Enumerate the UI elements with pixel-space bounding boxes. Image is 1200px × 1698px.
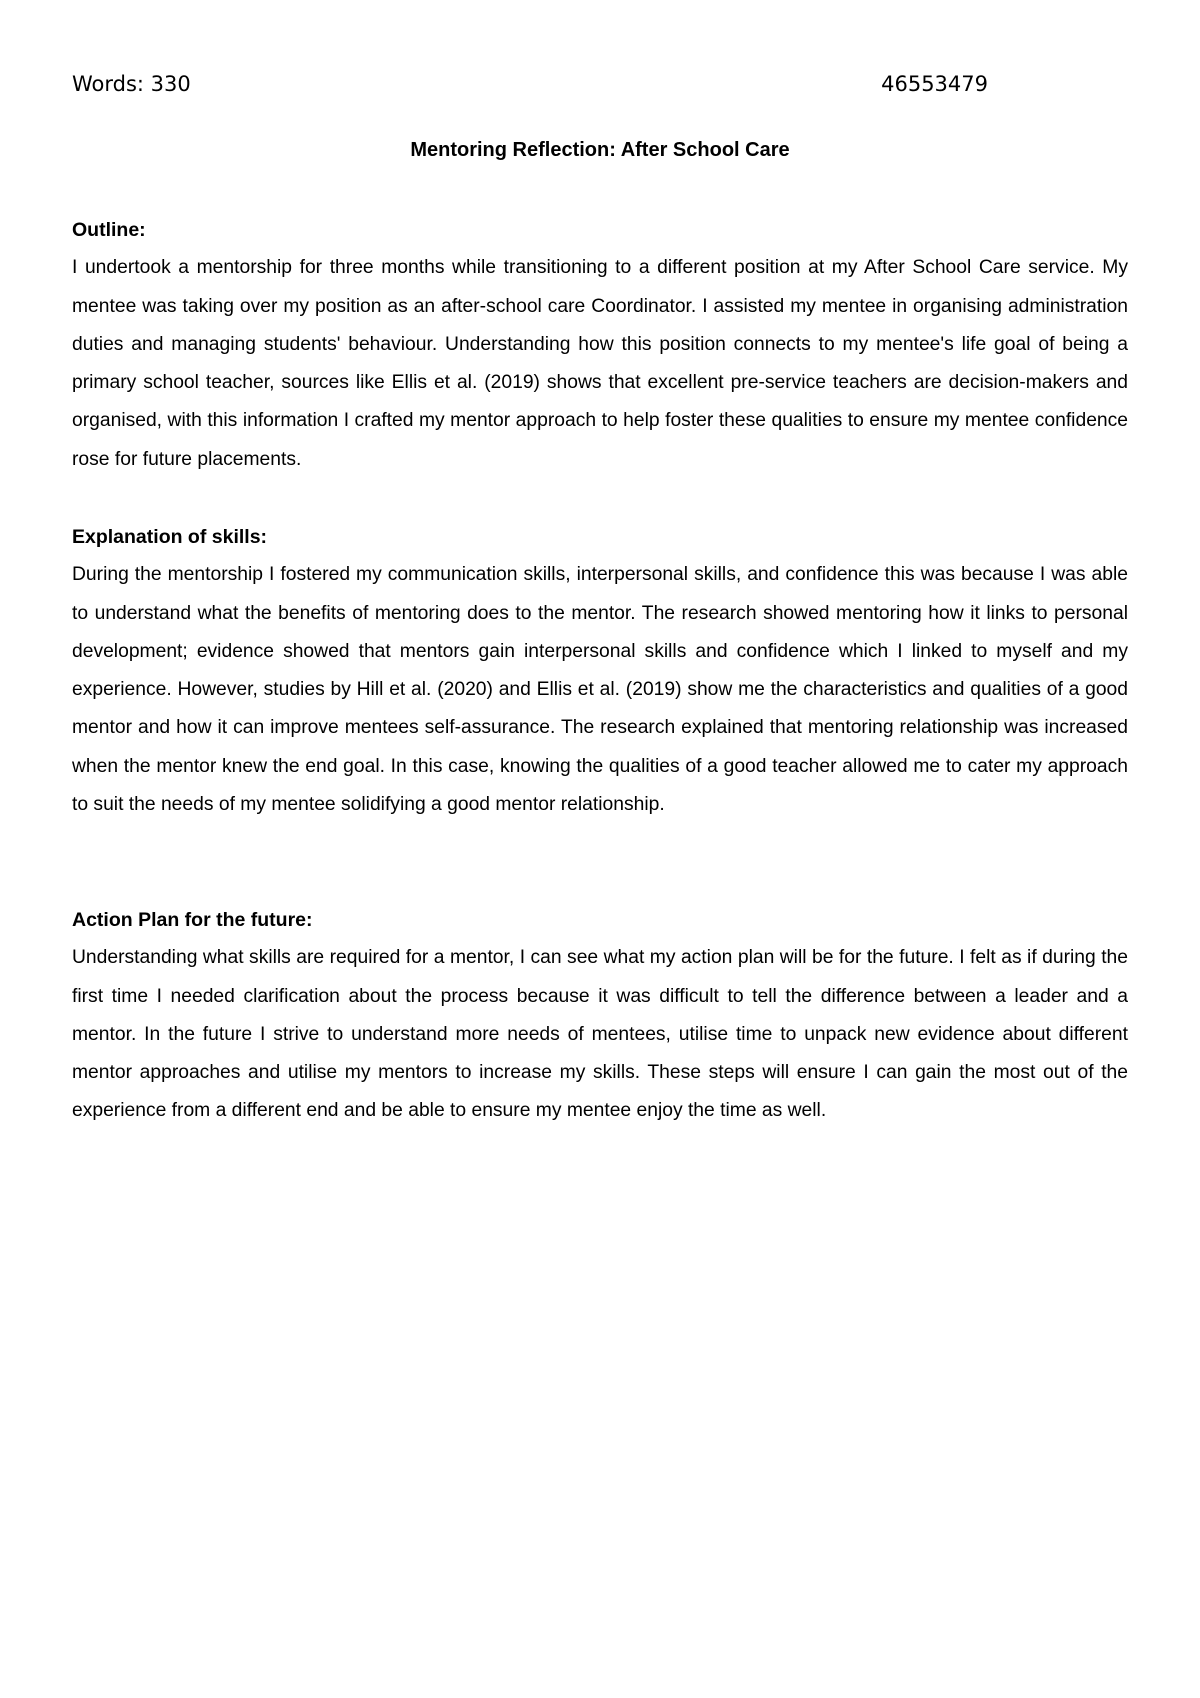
section-explanation-of-skills — [72, 518, 1128, 824]
section-body: Understanding what skills are required for a mentor, I can see what my action plan will be for the future. I felt as if during the first time I needed clarification about the process because it was difficult to tell the difference between a leader and a mentor. In the future I strive to understand more needs of mentees, utilise time to unpack new evidence about different mentor approaches and utilise my mentors to increase my skills. These steps will ensure I can gain the most out of the experience from a different end and be able to ensure my mentee enjoy the time as well. — [72, 947, 1128, 1122]
section-heading: Explanation of skills: — [72, 526, 268, 548]
section-body: I undertook a mentorship for three months while transitioning to a different position at my After School Care service. My mentee was taking over my position as an after-school care Coordinator. I assisted my mentee in organising administration duties and managing students' behaviour. Understanding how this position connects to my mentee's life goal of being a primary school teacher, sources like Ellis et al. (2019) shows that excellent pre-service teachers are decision-makers and organised, with this information I crafted my mentor approach to help foster these qualities to ensure my mentee confidence rose for future placements. — [72, 257, 1128, 470]
section-outline — [72, 211, 1128, 479]
section-heading: Outline: — [72, 219, 146, 241]
section-action-plan — [72, 901, 1128, 1131]
student-id: 46553479 — [881, 72, 988, 96]
section-heading: Action Plan for the future: — [72, 909, 313, 931]
page-header — [72, 72, 988, 102]
word-count: Words: 330 — [72, 72, 191, 96]
section-body: During the mentorship I fostered my communication skills, interpersonal skills, and confidence this was because I was able to understand what the benefits of mentoring does to the mentor. The research showed mentoring how it links to personal development; evidence showed that mentors gain interpersonal skills and confidence which I linked to myself and my experience. However, studies by Hill et al. (2020) and Ellis et al. (2019) show me the characteristics and qualities of a good mentor and how it can improve mentees self-assurance. The research explained that mentoring relationship was increased when the mentor knew the end goal. In this case, knowing the qualities of a good teacher allowed me to cater my approach to suit the needs of my mentee solidifying a good mentor relationship. — [72, 564, 1128, 816]
document-title: Mentoring Reflection: After School Care — [410, 139, 790, 161]
